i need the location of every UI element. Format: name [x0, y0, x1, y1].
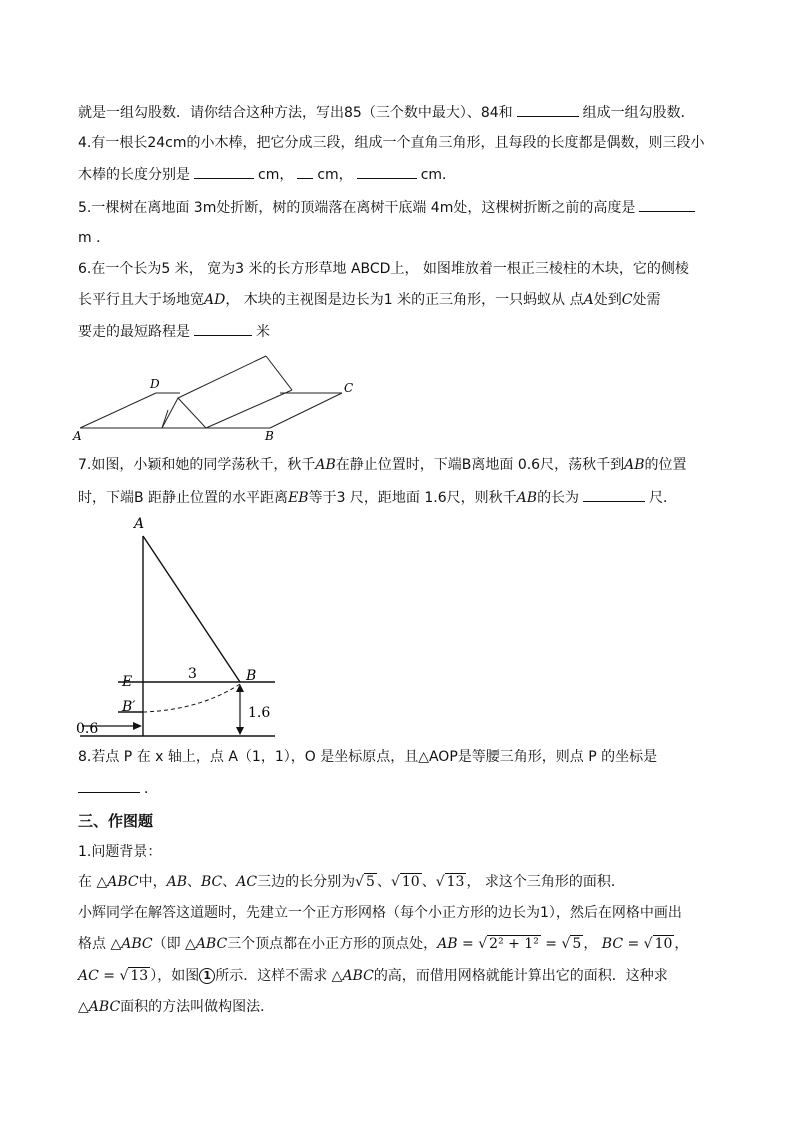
- problem-1-line-5: AC = √ 13 ），如图 1 所示．这样不需求 △ABC的高，而借用网格就能计算出它的面积．这种求: [78, 968, 668, 984]
- answer-blank: [517, 102, 579, 117]
- answer-blank: [357, 164, 417, 179]
- problem-1-line-1: 1.问题背景：: [78, 844, 162, 860]
- sqrt-expression: √ 2² + 1²: [478, 936, 539, 952]
- arrowhead-right: [133, 722, 142, 730]
- question-7-line-1: 7.如图，小颖和她的同学荡秋千，秋千AB在静止位置时，下端B离地面 0.6尺，荡秋千到AB的位置: [78, 457, 687, 473]
- problem-1-line-3: 小辉同学在解答这道题时，先建立一个正方形网格（每个小正方形的边长为1），然后在网格中画出: [78, 905, 682, 921]
- arrowhead-down: [236, 727, 244, 735]
- figure-number-circle: 1: [199, 968, 215, 984]
- label-C: C: [344, 381, 354, 395]
- label-B: B: [265, 429, 274, 443]
- question-4-line-2: 木棒的长度分别是 cm， cm， cm．: [78, 164, 456, 185]
- sqrt-10: √ 10: [390, 874, 420, 890]
- label-A: A: [73, 429, 82, 443]
- label-0-6: 0.6: [76, 721, 99, 737]
- answer-blank: [583, 487, 645, 502]
- question-6-line-3: 要走的最短路程是 米: [78, 321, 270, 342]
- rope-AB-swung: [143, 536, 240, 682]
- sqrt-5b: √ 5: [561, 936, 582, 952]
- text: 组成一组勾股数．: [582, 105, 695, 121]
- prism-right-edge: [206, 390, 292, 428]
- question-5-line-1: 5.一棵树在离地面 3m处折断，树的顶端落在离树干底端 4m处，这棵树折断之前的高度是: [78, 197, 699, 218]
- swing-arc: [143, 684, 240, 712]
- question-6-line-2: 长平行且大于场地宽AD， 木块的主视图是边长为1 米的正三角形，一只蚂蚁从 点A处到C处需: [78, 292, 661, 308]
- label-B: B: [246, 668, 257, 684]
- answer-blank: [297, 164, 313, 179]
- sqrt-10b: √ 10: [643, 936, 673, 952]
- prism-on-field-figure: [70, 348, 370, 443]
- prism-ridge: [178, 356, 266, 398]
- swing-figure: [70, 512, 290, 742]
- label-A: A: [134, 516, 145, 532]
- text-line: [78, 102, 695, 123]
- label-E: E: [122, 674, 133, 690]
- answer-blank: [194, 164, 254, 179]
- question-8-line-1: 8.若点 P 在 x 轴上，点 A（1，1），O 是坐标原点，且△AOP是等腰三角形，则点 P 的坐标是: [78, 749, 658, 765]
- prism-front-face: [162, 398, 206, 428]
- answer-blank: [78, 778, 140, 793]
- problem-1-line-6: △ABC面积的方法叫做构图法．: [78, 999, 275, 1015]
- sqrt-13b: √ 13: [119, 968, 149, 984]
- prism-back-edge: [266, 356, 292, 390]
- section-heading: 三、作图题: [78, 812, 154, 830]
- label-3: 3: [188, 666, 197, 682]
- answer-blank: [639, 197, 695, 212]
- question-8-line-2: ．: [78, 778, 158, 799]
- edge-AD: [80, 393, 156, 428]
- text: 就是一组勾股数．请你结合这种方法，写出85（三个数中最大）、84和: [78, 105, 513, 121]
- label-D: D: [150, 377, 160, 391]
- answer-blank: [194, 321, 252, 336]
- sqrt-5: √ 5: [355, 874, 375, 890]
- sqrt-13: √ 13: [435, 874, 465, 890]
- problem-1-line-4: 格点 △ABC（即 △ABC三个顶点都在小正方形的顶点处，AB = √ 2² + 1² = √ 5 ， BC = √ 10 ，: [78, 936, 689, 952]
- edge-BC: [270, 393, 342, 428]
- question-6-line-1: 6.在一个长为5 米， 宽为3 米的长方形草地 ABCD上， 如图堆放着一根正三棱柱的木块，它的侧棱: [78, 261, 689, 277]
- label-B-prime: B′: [122, 699, 136, 715]
- question-4-line-1: 4.有一根长24cm的小木棒，把它分成三段，组成一个直角三角形，且每段的长度都是偶数，则三段小: [78, 135, 705, 151]
- label-1-6: 1.6: [248, 705, 271, 721]
- question-5-line-2: m ．: [78, 230, 111, 246]
- problem-1-line-2: 在 △ABC中，AB、BC、AC三边的长分别为√ 5 、√ 10 、√ 13 ， 求这个三角形的面积．: [78, 874, 625, 890]
- question-7-line-2: 时，下端B 距静止位置的水平距离EB等于3 尺，距地面 1.6尺，则秋千AB的长为 尺．: [78, 487, 677, 508]
